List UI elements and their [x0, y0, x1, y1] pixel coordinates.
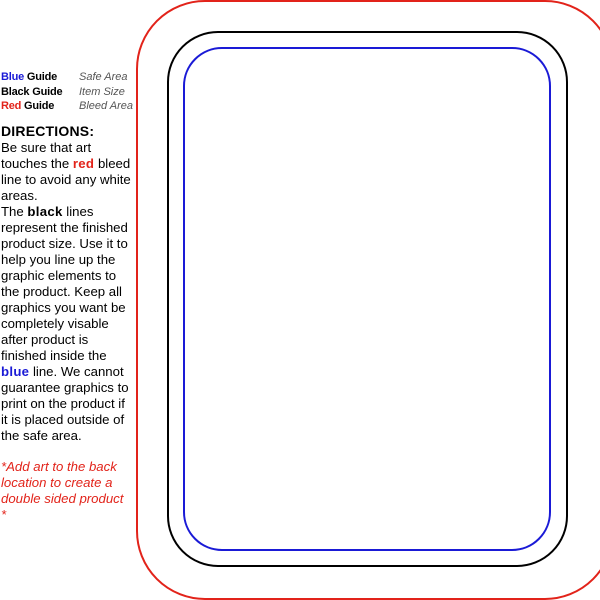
legend-guide-word: Guide — [24, 100, 55, 112]
directions-heading: DIRECTIONS: — [1, 123, 95, 139]
legend-color-word: Blue — [1, 71, 25, 83]
legend-description: Item Size — [79, 85, 125, 98]
directions-text: lines represent the finished product size. Use it to help you line up the graphic elements to the product. Keep all graphics you want be completely visable after product is finished inside the — [1, 204, 128, 363]
legend-color-word: Black — [1, 85, 30, 98]
legend-description: Safe Area — [79, 71, 128, 83]
legend-description: Bleed Area — [79, 100, 134, 112]
red-bleed-guide — [137, 1, 600, 599]
directions-text: Be sure that art touches the — [1, 140, 92, 171]
legend-color-word: Red — [1, 100, 22, 112]
keyword-blue: blue — [1, 364, 30, 379]
keyword-black: black — [27, 204, 63, 219]
keyword-red: red — [72, 156, 95, 171]
double-sided-note: *Add art to the back location to create a double sided product * — [1, 459, 124, 522]
directions-text: bleed line to avoid any white areas. — [1, 156, 131, 203]
black-item-size-guide — [168, 32, 567, 566]
legend-guide-word: Guide — [26, 71, 58, 83]
directions-text: line. We cannot guarantee graphics to print on the product if it is placed outside of the safe area. — [1, 364, 129, 443]
legend-guide-word: Guide — [32, 85, 63, 98]
blue-safe-area-guide — [184, 48, 550, 550]
directions-text: The — [1, 204, 28, 219]
